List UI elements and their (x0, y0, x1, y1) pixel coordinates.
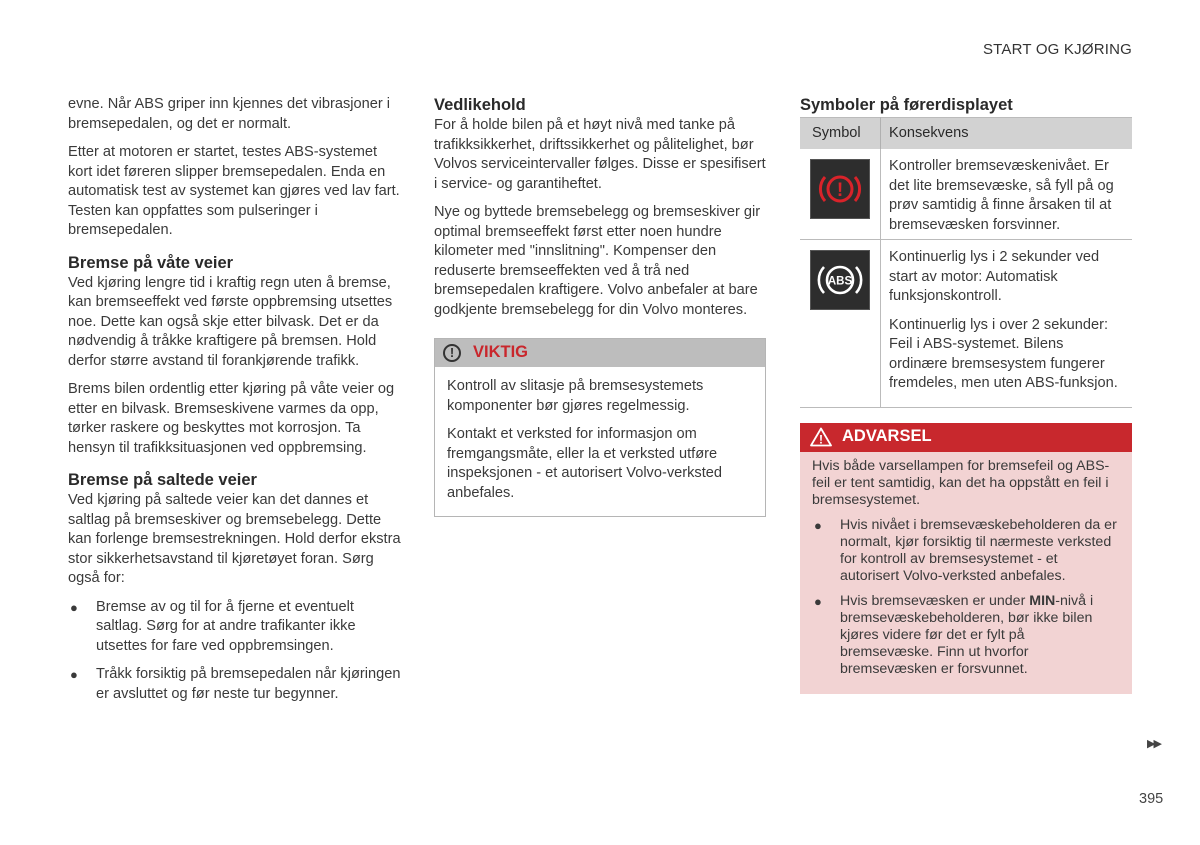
table-row (800, 149, 1132, 240)
heading-maintenance: Vedlikehold (434, 96, 526, 114)
section-header: START OG KJØRING (982, 41, 1132, 58)
paragraph: Ved kjøring på saltede veier kan det dannes et saltlag på bremseskiver og bremsebelegg. Dette kan forlenge bremsestrekningen. Hold derfor ekstra stor sikkerhetsavstand til kjøretøyet foran. Sørg også for: (68, 492, 401, 586)
important-notice-header (435, 339, 765, 367)
list-item-text: Hvis nivået i bremsevæskebeholderen da er normalt, kjør forsiktig til nærmeste verksted for kontroll av bremsesystemet - et autorisert Volvo-verksted anbefales. (840, 516, 1117, 584)
paragraph: For å holde bilen på et høyt nivå med tanke på trafikksikkerhet, driftssikkerhet og pålitelighet, bør Volvos serviceintervaller følges. Disse er spesifisert i service- og garantiheftet. (434, 117, 766, 192)
paragraph: Etter at motoren er startet, testes ABS-systemet kort idet føreren slipper bremsepedalen. Enda en automatisk test av systemet kan gjøres ved lav fart. Testen kan oppfattes som pulseringer i bremsepedalen. (68, 144, 400, 238)
paragraph: Kontinuerlig lys i over 2 sekunder: Feil i ABS-systemet. Bilens ordinære bremsesystem fungerer fremdeles, men uten ABS-funksjon. (889, 316, 1118, 391)
table-cell-symbol (800, 240, 881, 408)
table-header-row (800, 118, 1132, 150)
list-item (812, 593, 1120, 678)
column-middle (434, 95, 766, 517)
list-item-text: Hvis bremsevæsken er under MIN-nivå i bremsevæskebeholderen, bør ikke bilen kjøres videre før det er fylt på bremsevæske. Finn ut hvorfor bremsevæsken er forsvunnet. (840, 592, 1094, 677)
table-cell-consequence (881, 240, 1133, 408)
column-right (800, 95, 1132, 694)
paragraph: Kontroll av slitasje på bremsesystemets komponenter bør gjøres regelmessig. (447, 378, 704, 414)
table-cell-consequence: Kontroller bremsevæskenivået. Er det lite bremsevæske, så fyll på og prøv samtidig å finne årsaken til at bremsevæsken forsvinner. (881, 149, 1133, 240)
paragraph: Nye og byttede bremsebelegg og bremseskiver gir optimal bremseeffekt først etter noen hundre kilometer med "innslitning". Kompenser den reduserte bremseeffekten ved å trå ned bremsepedalen kraftigere. Volvo anbefaler at bare godkjente bremsebelegg for din Volvo monteres. (434, 204, 761, 318)
paragraph: Ved kjøring lengre tid i kraftig regn uten å bremse, kan bremseeffekt ved første oppbremsing utsettes noe. Dette kan også skje etter bilvask. Det er da nødvendig å tråkke kraftigere på bremsen. Hold derfor større avstand til forankjørende trafikk. (68, 274, 393, 369)
list-item-text: Tråkk forsiktig på bremsepedalen når kjøringen er avsluttet og før neste tur begynner. (96, 666, 401, 702)
important-notice (434, 338, 766, 517)
column-left (68, 95, 402, 713)
warning-notice-header (800, 423, 1132, 452)
paragraph: Kontakt et verksted for informasjon om fremgangsmåte, eller la et verksted utføre inspeksjonen - et autorisert Volvo-verksted anbefales. (447, 426, 722, 501)
table-header-consequence: Konsekvens (881, 118, 1133, 150)
warning-notice (800, 423, 1132, 694)
table-header-symbol: Symbol (800, 118, 881, 150)
paragraph: evne. Når ABS griper inn kjennes det vibrasjoner i bremsepedalen, og det er normalt. (68, 96, 391, 132)
page-number: 395 (1139, 791, 1164, 807)
exclamation-circle-icon: ! (443, 344, 461, 362)
symbols-table (800, 117, 1132, 408)
list-item-text: Bremse av og til for å fjerne et eventuelt saltlag. Sørg for at andre trafikanter ikke utsettes for fare ved oppbremsingen. (96, 598, 356, 654)
list-item (68, 665, 402, 704)
important-notice-body (435, 367, 765, 516)
bullet-icon: ● (70, 667, 78, 682)
heading-salted-roads: Bremse på saltede veier (68, 471, 257, 489)
svg-text:!: ! (819, 432, 823, 447)
bullet-list (68, 598, 402, 705)
bullet-list (812, 517, 1120, 678)
heading-symbols: Symboler på førerdisplayet (800, 96, 1013, 114)
paragraph: Brems bilen ordentlig etter kjøring på våte veier og etter en bilvask. Bremseskivene varmes da opp, tørker raskere og beskyttes mot korrosjon. Ta hensyn til trafikksituasjonen ved oppbremsing. (68, 381, 395, 456)
abs-warning-icon (810, 250, 870, 310)
warning-notice-title: ADVARSEL (842, 427, 932, 446)
list-item (812, 517, 1120, 585)
abs-warning-glyph: ABS (827, 275, 853, 288)
bullet-icon: ● (814, 593, 822, 609)
paragraph: Kontinuerlig lys i 2 sekunder ved start av motor: Automatisk funksjonskontroll. (889, 249, 1100, 304)
continue-arrows-icon: ▶▶ (1147, 738, 1160, 750)
warning-notice-body (800, 452, 1132, 694)
table-row (800, 240, 1132, 408)
brake-warning-icon (810, 159, 870, 219)
warning-triangle-icon (810, 427, 832, 447)
brake-warning-glyph: ! (836, 180, 844, 201)
bullet-icon: ● (814, 517, 822, 533)
paragraph: Hvis både varsellampen for bremsefeil og ABS-feil er tent samtidig, kan det ha oppstått en feil i bremsesystemet. (812, 457, 1110, 508)
table-cell-symbol (800, 149, 881, 240)
list-item (68, 598, 402, 657)
important-notice-title: VIKTIG (473, 343, 529, 362)
min-level-label: MIN (1029, 592, 1056, 609)
heading-wet-roads: Bremse på våte veier (68, 253, 234, 272)
bullet-icon: ● (70, 599, 78, 615)
